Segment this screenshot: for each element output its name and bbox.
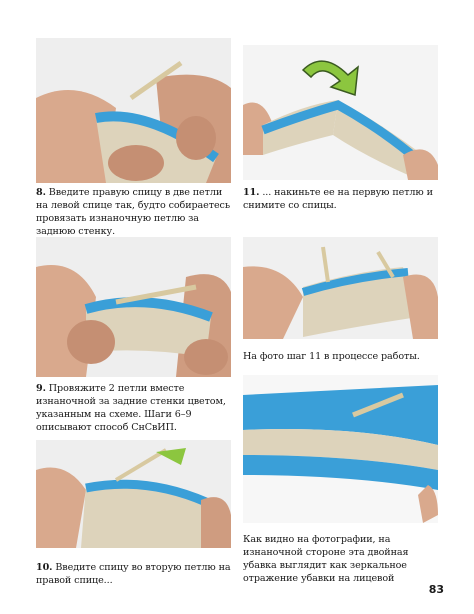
caption-photo-note: [243, 350, 441, 363]
step-number: 11.: [243, 187, 260, 198]
caption-step-11: [243, 186, 441, 212]
photo-step-8: [36, 38, 231, 183]
caption-step-10: [36, 561, 234, 587]
photo-result: [243, 375, 438, 523]
step-text: Введите правую спицу в две петли на левой спице так, будто собираетесь провязать изнаночную петлю за заднюю стенку.: [36, 187, 230, 237]
caption-step-8: [36, 186, 234, 238]
step-text: Введите спицу во вторую петлю на правой спице...: [36, 562, 231, 586]
result-text: Как видно на фотографии, на изнаночной стороне эта двойная убавка выглядит как зеркальное отражение убавки на лицевой: [243, 534, 409, 584]
step-text: ... накиньте ее на первую петлю и снимите со спицы.: [243, 187, 433, 211]
step-text: Провяжите 2 петли вместе изнаночной за задние стенки цветом, указанным на схеме. Шаги 6–9 описывают способ СнСвИП.: [36, 383, 226, 433]
photo-step-11: [243, 45, 438, 180]
step-number: 10.: [36, 562, 53, 573]
step-number: 8.: [36, 187, 46, 198]
note-text: На фото шаг 11 в процессе работы.: [243, 351, 420, 362]
page-number: 83: [428, 583, 444, 596]
photo-step-11-progress: [243, 237, 438, 339]
photo-step-10: [36, 440, 231, 548]
photo-step-9: [36, 237, 231, 377]
caption-step-9: [36, 382, 234, 434]
caption-result: [243, 533, 441, 585]
step-number: 9.: [36, 383, 46, 394]
